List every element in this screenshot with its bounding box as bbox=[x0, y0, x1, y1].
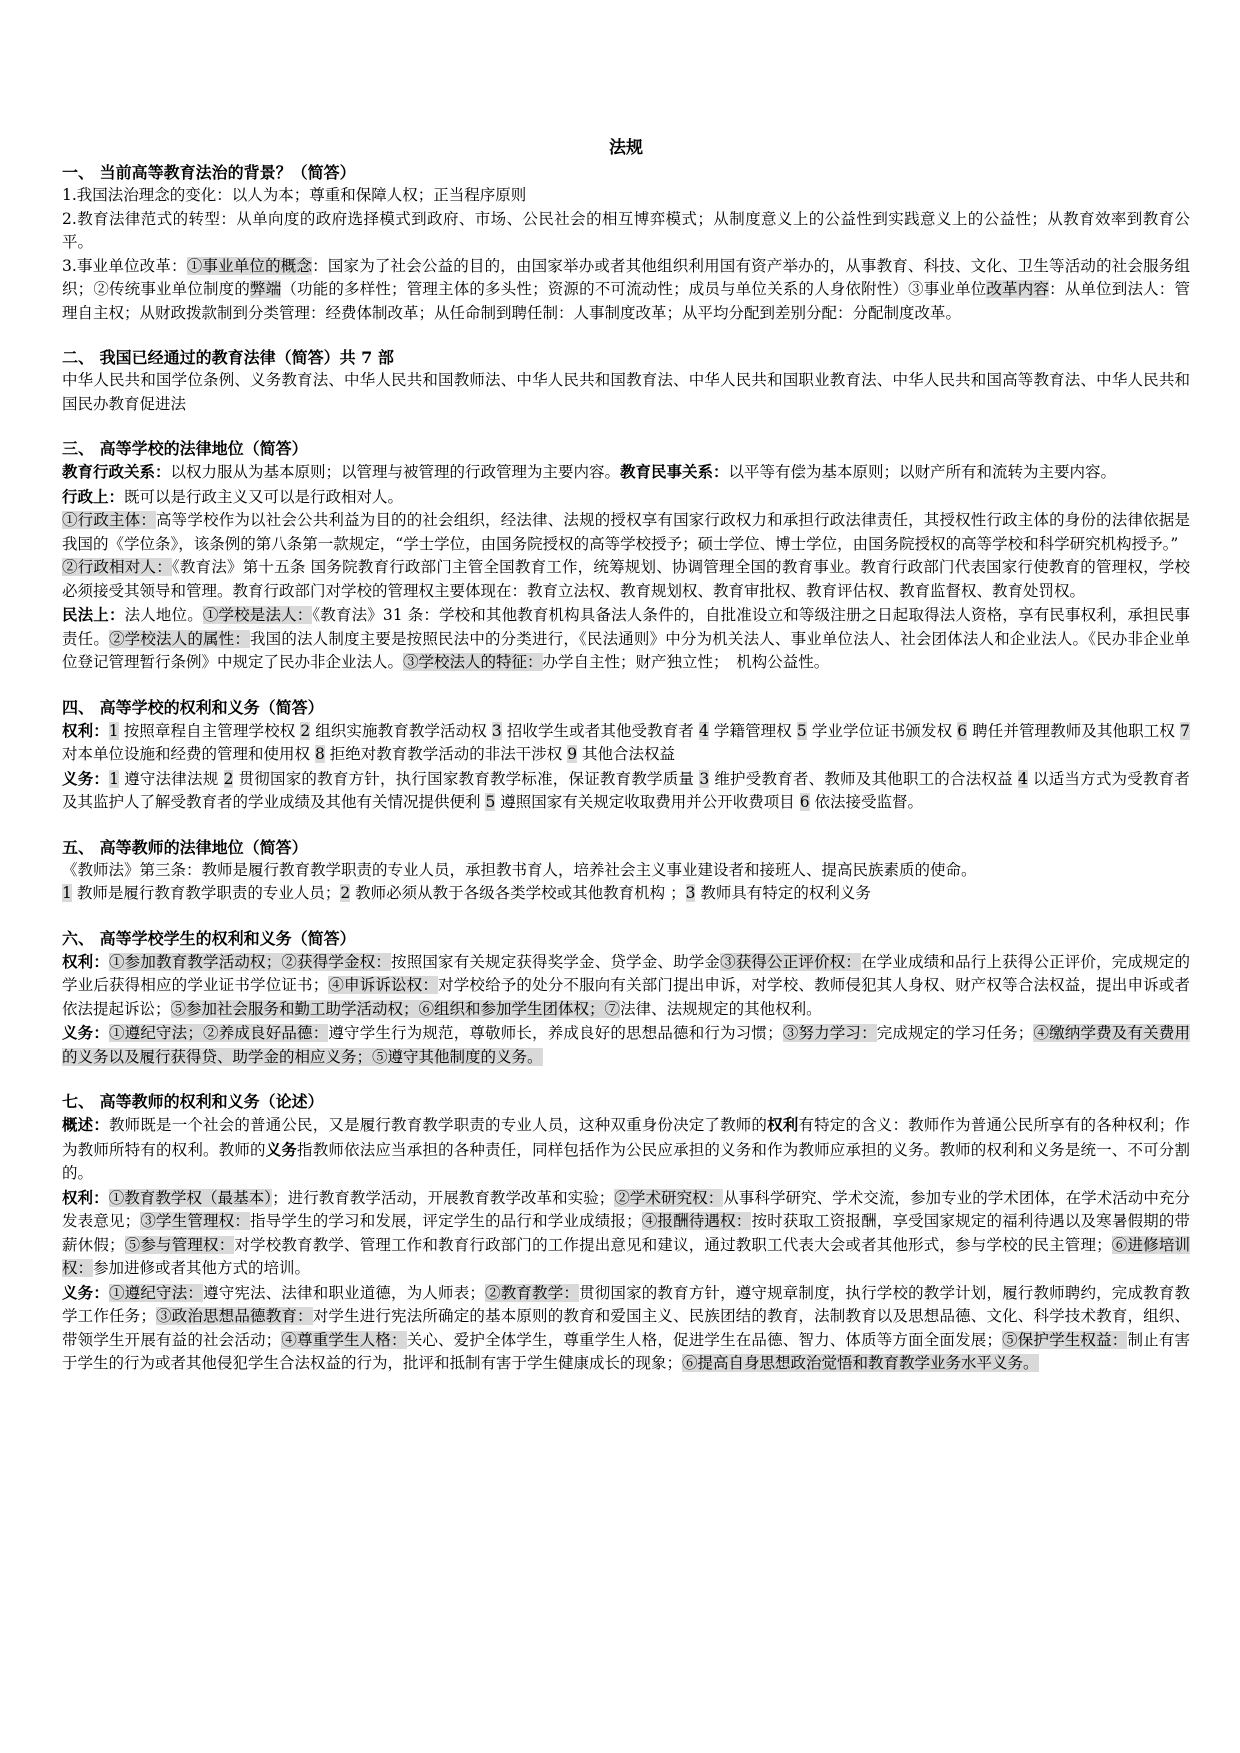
number-marker: 6 bbox=[799, 793, 810, 811]
paragraph: 1.我国法治理念的变化：以人为本；尊重和保障人权；正当程序原则 bbox=[62, 186, 527, 204]
text-run: 在学业成绩和品行上获得公正评价，完成规定的学业后获得相应的学业证书学位证书； bbox=[62, 952, 1190, 994]
number-marker: 1 bbox=[62, 884, 72, 902]
highlight: ①行政主体： bbox=[62, 511, 157, 529]
number-marker: 3 bbox=[699, 769, 710, 788]
highlight: ③学校法人的特征： bbox=[403, 653, 543, 671]
number-marker: 1 bbox=[108, 721, 119, 740]
number-marker: 4 bbox=[698, 721, 709, 740]
highlight: 弊端 bbox=[250, 280, 282, 298]
text-run: 有特定的含义：教师作为普通公民所享有的各种权利；作为教师所特有的权利。教师的 bbox=[62, 1116, 1190, 1159]
bold-label: 教育行政关系： bbox=[62, 462, 171, 481]
number-marker: 2 bbox=[340, 884, 351, 902]
list-item: 组织实施教育教学活动权 bbox=[315, 721, 487, 740]
section-2 bbox=[62, 347, 1190, 416]
rights-paragraph bbox=[62, 950, 1190, 1022]
highlight: ③政治思想品德教育： bbox=[155, 1307, 313, 1325]
text-run: 从事科学研究、学术交流，参加专业的学术团体，在学术活动中充分发表意见； bbox=[62, 1188, 1190, 1230]
highlight: ①教育教学权（最基本） bbox=[108, 1188, 273, 1207]
text-run: 既可以是行政主义又可以是行政相对人。 bbox=[124, 487, 404, 506]
paragraph bbox=[62, 603, 1190, 675]
list-item: 遵照国家有关规定收取费用并公开收费项目 bbox=[500, 793, 795, 811]
list-item: 教师必须从教于各级各类学校或其他教育机构 ； bbox=[355, 884, 686, 902]
text-run: 完成规定的学习任务； bbox=[876, 1024, 1034, 1042]
number-marker: 5 bbox=[796, 721, 807, 740]
paragraph bbox=[62, 882, 1190, 906]
paragraph: 《教师法》第三条：教师是履行教育教学职责的专业人员，承担教书育人，培养社会主义事业建设者和接班人、提高民族素质的使命。 bbox=[62, 860, 977, 879]
document-page bbox=[62, 138, 1190, 1398]
overview-paragraph bbox=[62, 1113, 1190, 1186]
text-run: 贯彻国家的教育方针，遵守规章制度，执行学校的教学计划，履行教师聘约，完成教育教学工作任务； bbox=[62, 1283, 1190, 1325]
number-marker: 3 bbox=[685, 884, 696, 902]
bold-label: 民法上： bbox=[62, 605, 125, 624]
paragraph bbox=[62, 255, 1190, 326]
highlight: ①参加教育教学活动权；② bbox=[109, 952, 298, 971]
highlight: ⑥组织和参加学生团体权； bbox=[418, 999, 605, 1018]
number-marker: 7 bbox=[1179, 721, 1190, 740]
section-heading: 五、 高等教师的法律地位（简答） bbox=[62, 837, 308, 857]
section-heading: 七、 高等教师的权利和义务（论述） bbox=[62, 1092, 324, 1111]
list-item: 依法接受监督。 bbox=[814, 793, 924, 811]
list-item: 聘任并管理教师及其他职工权 bbox=[972, 721, 1175, 740]
list-item: 教师是履行教育教学职责的专业人员； bbox=[76, 884, 341, 902]
number-marker: 8 bbox=[314, 745, 325, 763]
paragraph bbox=[62, 460, 1190, 485]
highlight: 改革内容 bbox=[986, 280, 1050, 298]
number-marker: 4 bbox=[1017, 769, 1028, 788]
paragraph bbox=[62, 556, 1190, 603]
paragraph bbox=[62, 509, 1190, 556]
number-marker: 1 bbox=[109, 769, 120, 788]
highlight: ⑤参与管理权： bbox=[124, 1235, 235, 1254]
list-item: 维护受教育者、教师及其他职工的合法权益 bbox=[714, 769, 1013, 788]
section-heading: 一、 当前高等教育法治的背景？（简答） bbox=[62, 163, 356, 182]
highlight: ④尊重学生人格： bbox=[281, 1330, 407, 1349]
text-run: 3.事业单位改革： bbox=[62, 256, 187, 275]
rights-paragraph bbox=[62, 1186, 1190, 1281]
paragraph: 中华人民共和国学位条例、义务教育法、中华人民共和国教师法、中华人民共和国教育法、中华人民共和国职业教育法、中华人民共和国高等教育法、中华人民共和国民办教育促进法 bbox=[62, 371, 1190, 413]
text-run: 以权力服从为基本原则；以管理与被管理的行政管理为主要内容。 bbox=[170, 463, 621, 481]
number-marker: 2 bbox=[223, 769, 234, 788]
highlight: ⑤保护学生权益： bbox=[1001, 1330, 1128, 1349]
number-marker: 6 bbox=[957, 721, 968, 740]
text-run: 制止有害于学生的行为或者其他侵犯学生合法权益的行为，批评和抵制有害于学生健康成长的现象； bbox=[62, 1330, 1190, 1372]
text-run: 《教育法》31 条：学校和其他教育机构具备法人条件的，自批准设立和等级注册之日起取得法人资格，享有民事权利，承担民事责任。 bbox=[62, 606, 1190, 648]
bold-label: 义务： bbox=[62, 1282, 110, 1302]
text-run: 指教师依法应当承担的各种责任，同样包括作为公民应承担的义务和作为教师应承担的义务。教师的权利和义务是统一、不可分割的。 bbox=[62, 1140, 1190, 1182]
highlight: ①遵纪守法： bbox=[109, 1283, 204, 1302]
section-4 bbox=[62, 697, 1190, 815]
section-heading: 六、 高等学校学生的权利和义务（简答） bbox=[62, 928, 356, 948]
section-heading: 二、 我国已经通过的教育法律（简答）共 7 部 bbox=[62, 348, 394, 367]
bold-label: 教育民事关系： bbox=[620, 462, 729, 481]
text-run: 关心、爱护全体学生，尊重学生人格，促进学生在品德、智力、体质等方面全面发展； bbox=[406, 1330, 1002, 1349]
duties-paragraph bbox=[62, 1021, 1190, 1069]
highlight: ④缴纳学费及有关费用的义务以及履行获得贷、助学金的相应义务； bbox=[62, 1024, 1190, 1066]
number-marker: 2 bbox=[300, 721, 311, 740]
text-run: 对学生进行宪法所确定的基本原则的教育和爱国主义、民族团结的教育，法制教育以及思想品德、文化、科学技术教育，组织、带领学生开展有益的社会活动； bbox=[62, 1307, 1190, 1349]
duties-paragraph bbox=[62, 1281, 1190, 1376]
text-run: 以平等有偿为基本原则；以财产所有和流转为主要内容。 bbox=[728, 463, 1117, 481]
list-item: 拒绝对教育教学活动的非法干涉权 bbox=[329, 745, 563, 763]
bold-label: 概述： bbox=[62, 1115, 110, 1134]
bold-label: 权利： bbox=[62, 720, 109, 740]
text-run: 按照国家有关规定获得奖学金、贷学金、助学金 bbox=[391, 952, 721, 971]
section-3 bbox=[62, 438, 1190, 675]
list-item: 学业学位证书颁发权 bbox=[811, 721, 953, 740]
highlight: ④报酬待遇权： bbox=[641, 1212, 752, 1230]
list-item: 招收学生或者其他受教育者 bbox=[506, 721, 694, 740]
highlight: ②教育教学： bbox=[484, 1283, 580, 1302]
section-heading: 四、 高等学校的权利和义务（简答） bbox=[62, 697, 324, 717]
text-run: 法人地位。 bbox=[124, 606, 203, 624]
text-run: ：从单位到法人：管理自主权；从财政拨款制到分类管理：经费体制改革；从任命制到聘任制：人事制度改革；从平均分配到差别分配：分配制度改革。 bbox=[62, 280, 1190, 322]
text-run: 法律、法规规定的其他权利。 bbox=[620, 999, 822, 1018]
highlight: 获得学金权： bbox=[297, 952, 392, 971]
bold-label: 义务： bbox=[62, 768, 110, 788]
number-marker: 9 bbox=[567, 745, 578, 763]
highlight: ②行政相对人： bbox=[62, 558, 172, 576]
text-run: 参加进修或者其他方式的培训。 bbox=[93, 1259, 311, 1277]
bold-label: 权利： bbox=[62, 1187, 109, 1207]
text-run: 高等学校作为以社会公共利益为目的的社会组织，经法律、法规的授权享有国家行政权力和承担行政法律责任，其授权性行政主体的身份的法律依据是我国的《学位条》，该条例的第八条第一款规定，“学士学位，由国务院授权的高等学校授予；硕士学位、博士学位，由国务院授权的高等学校和科学研究机构授予。” bbox=[62, 511, 1190, 553]
highlight: ⑦ bbox=[604, 999, 621, 1018]
text-run: 遵守学生行为规范，尊敬师长，养成良好的思想品德和行为习惯； bbox=[328, 1024, 783, 1042]
list-item: 遵守法律法规 bbox=[124, 769, 219, 788]
text-run: 办学自主性；财产独立性； 机构公益性。 bbox=[542, 653, 830, 671]
number-marker: 5 bbox=[485, 793, 496, 811]
list-item: 其他合法权益 bbox=[582, 745, 676, 763]
list-item: 贯彻国家的教育方针，执行国家教育教学标准，保证教育教学质量 bbox=[238, 769, 695, 788]
text-run: 教师既是一个社会的普通公民，又是履行教育教学职责的专业人员，这种双重身份决定了教师的 bbox=[109, 1116, 768, 1134]
list-item: 学籍管理权 bbox=[713, 721, 792, 740]
text-run: 遵守宪法、法律和职业道德，为人师表； bbox=[203, 1283, 485, 1302]
highlight: ①学校是法人： bbox=[202, 606, 313, 624]
section-1 bbox=[62, 162, 1190, 325]
text-run: （功能的多样性；管理主体的多头性；资源的不可流动性；成员与单位关系的人身依附性）③事业单位 bbox=[281, 280, 987, 298]
highlight: ③学生管理权： bbox=[140, 1212, 251, 1230]
section-heading: 三、 高等学校的法律地位（简答） bbox=[62, 439, 308, 458]
highlight: ①遵纪守法； bbox=[109, 1024, 203, 1042]
highlight: ③努力学习： bbox=[782, 1024, 877, 1042]
section-5 bbox=[62, 837, 1190, 906]
bold-term: 义务 bbox=[265, 1139, 298, 1159]
highlight: ④申诉诉讼权： bbox=[328, 976, 439, 994]
highlight: 概念 bbox=[280, 256, 313, 275]
number-marker: 3 bbox=[491, 721, 502, 740]
bold-label: 义务： bbox=[62, 1023, 110, 1042]
highlight: ②学术研究权： bbox=[614, 1188, 724, 1207]
list-item: 按照章程自主管理学校权 bbox=[123, 721, 296, 740]
bold-label: 权利： bbox=[62, 951, 110, 971]
highlight: ②养成良好品德： bbox=[202, 1024, 329, 1042]
text-run: 《教育法》第十五条 国务院教育行政部门主管全国教育工作，统筹规划、协调管理全国的教育事业。教育行政部门代表国家行使教育的管理权，学校必须接受其领导和管理。教育行政部门对学校的管理权主要体现在：教育立法权、教育规划权、教育审批权、教育评估权、教育监督权、教育处罚权。 bbox=[62, 558, 1190, 600]
paragraph bbox=[62, 485, 1190, 510]
list-item: 以适当方式为受教育者及其监护人了解受教育者的学业成绩及其他有关情况提供便利 bbox=[62, 769, 1190, 811]
highlight: ⑥进修培训权： bbox=[62, 1235, 1190, 1277]
highlight: ①事业单位的 bbox=[186, 256, 281, 275]
highlight: ②学校法人的属性： bbox=[109, 629, 250, 648]
text-run: 对学校给予的处分不服向有关部门提出申诉，对学校、教师侵犯其人身权、财产权等合法权益，提出申诉或者依法提起诉讼； bbox=[62, 976, 1190, 1018]
bold-label: 行政上： bbox=[62, 486, 125, 506]
text-run: 指导学生的学习和发展，评定学生的品行和学业成绩报； bbox=[250, 1212, 642, 1230]
list-item: 教师具有特定的权利义务 bbox=[700, 884, 871, 902]
paragraph: 2.教育法律范式的转型：从单向度的政府选择模式到政府、市场、公民社会的相互博弈模式；从制度意义上的公益性到实践意义上的公益性；从教育效率到教育公平。 bbox=[62, 209, 1190, 251]
bold-term: 权利 bbox=[767, 1115, 799, 1134]
section-7 bbox=[62, 1091, 1190, 1376]
text-run: ：国家为了社会公益的目的，由国家举办或者其他组织利用国有资产举办的，从事教育、科技、文化、卫生等活动的社会服务组织；②传统事业单位制度的 bbox=[62, 256, 1190, 298]
text-run: 按时获取工资报酬，享受国家规定的福利待遇以及寒暑假期的带薪休假； bbox=[62, 1212, 1190, 1254]
text-run: ；进行教育教学活动，开展教育教学改革和实验； bbox=[272, 1188, 615, 1207]
text-run: 我国的法人制度主要是按照民法中的分类进行，《民法通则》中分为机关法人、事业单位法人、社会团体法人和企业法人。《民办非企业单位登记管理暂行条例》中规定了民办非企业法人。 bbox=[62, 629, 1190, 671]
highlight: ⑤遵守其他制度的义务。 bbox=[372, 1047, 543, 1066]
rights-paragraph bbox=[62, 719, 1190, 767]
section-6 bbox=[62, 928, 1190, 1070]
page-title: 法规 bbox=[609, 138, 643, 158]
highlight: ③获得公正评价权： bbox=[720, 952, 862, 971]
duties-paragraph bbox=[62, 767, 1190, 815]
highlight: ⑥提高自身思想政治觉悟和教育教学业务水平义务。 bbox=[682, 1354, 1039, 1372]
highlight: ⑤参加社会服务和勤工助学活动权； bbox=[170, 999, 419, 1018]
list-item: 对本单位设施和经费的管理和使用权 bbox=[62, 745, 311, 763]
text-run: 对学校教育教学、管理工作和教育行政部门的工作提出意见和建议，通过教职工代表大会或者其他形式，参与学校的民主管理； bbox=[234, 1235, 1112, 1254]
